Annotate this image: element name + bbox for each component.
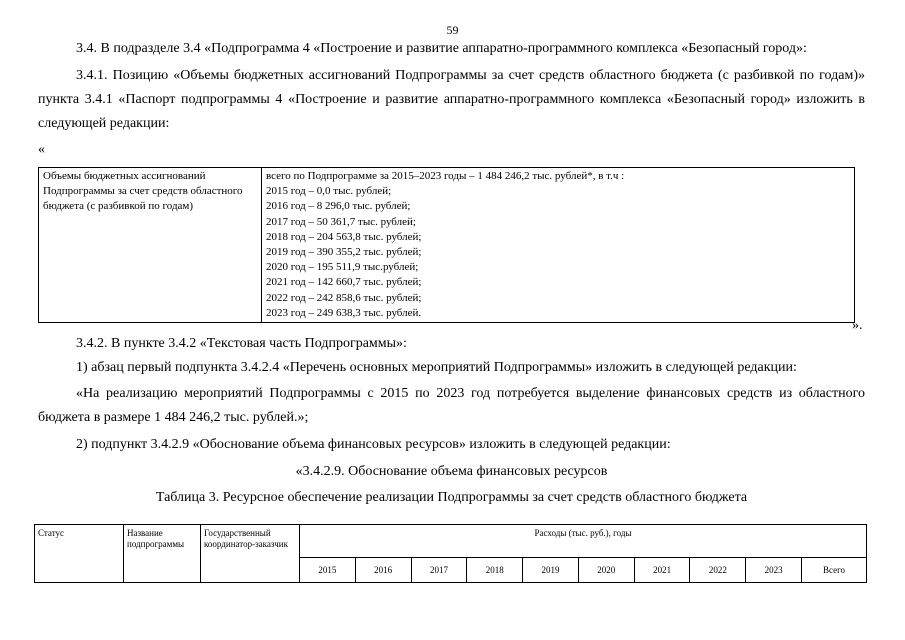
passport-left-cell: Объемы бюджетных ассигнований Подпрограммы за счет средств областного бюджета (с разбивкой по годам) xyxy=(39,168,262,323)
year-header: 2022 xyxy=(690,558,746,583)
total-header: Всего xyxy=(802,558,867,583)
year-header: 2017 xyxy=(411,558,467,583)
table-caption: Таблица 3. Ресурсное обеспечение реализации Подпрограммы за счет средств областного бюджета xyxy=(155,490,748,505)
year-header: 2019 xyxy=(523,558,579,583)
passport-table xyxy=(38,167,855,323)
page-number: 59 xyxy=(446,23,459,37)
paragraph-item-1: 1) абзац первый подпункта 3.4.2.4 «Перечень основных мероприятий Подпрограммы» изложить в следующей редакции: xyxy=(76,360,797,375)
passport-line: 2018 год – 204 563,8 тыс. рублей; xyxy=(266,230,422,243)
passport-line: всего по Подпрограмме за 2015–2023 годы – 1 484 246,2 тыс. рублей*, в т.ч : xyxy=(266,170,625,182)
section-title: «3.4.2.9. Обоснование объема финансовых ресурсов xyxy=(295,464,608,479)
open-quote: « xyxy=(38,142,45,157)
paragraph-3-4-2: 3.4.2. В пункте 3.4.2 «Текстовая часть Подпрограммы»: xyxy=(76,336,407,351)
passport-right-cell xyxy=(262,168,855,323)
passport-line: 2016 год – 8 296,0 тыс. рублей; xyxy=(266,200,411,213)
passport-line: 2021 год – 142 660,7 тыс. рублей; xyxy=(266,276,422,289)
year-header: 2021 xyxy=(634,558,690,583)
paragraph-quote: «На реализацию мероприятий Подпрограммы с 2015 по 2023 год потребуется выделение финансовых средств из областного бюджета в размере 1 484 246,2 тыс. рублей.»; xyxy=(38,386,865,425)
paragraph-3-4: 3.4. В подразделе 3.4 «Подпрограмма 4 «Построение и развитие аппаратно-программного комплекса «Безопасный город»: xyxy=(76,41,807,56)
close-quote: ». xyxy=(852,318,863,333)
passport-line: 2020 год – 195 511,9 тыс.рублей; xyxy=(266,261,419,274)
header-status: Статус xyxy=(35,525,124,583)
header-name: Название подпрограммы xyxy=(124,525,201,583)
paragraph-item-2: 2) подпункт 3.4.2.9 «Обоснование объема финансовых ресурсов» изложить в следующей редакции: xyxy=(76,437,671,452)
year-header: 2023 xyxy=(746,558,802,583)
passport-line: 2022 год – 242 858,6 тыс. рублей; xyxy=(266,291,422,304)
passport-line: 2023 год – 249 638,3 тыс. рублей. xyxy=(266,306,422,319)
paragraph-3-4-1: 3.4.1. Позицию «Объемы бюджетных ассигнований Подпрограммы за счет средств областного бюджета (с разбивкой по годам)» пункта 3.4.1 «Паспорт подпрограммы 4 «Построение и развитие аппаратно-программного комплекса «Безопасный город» изложить в следующей редакции: xyxy=(38,68,865,131)
passport-line: 2019 год – 390 355,2 тыс. рублей; xyxy=(266,246,422,259)
passport-line: 2015 год – 0,0 тыс. рублей; xyxy=(266,185,392,198)
passport-line: 2017 год – 50 361,7 тыс. рублей; xyxy=(266,215,416,228)
header-coordinator: Государственный координатор-заказчик xyxy=(201,525,300,583)
header-expenses: Расходы (тыс. руб.), годы xyxy=(300,525,867,558)
year-header: 2018 xyxy=(467,558,523,583)
year-header: 2015 xyxy=(300,558,356,583)
year-header: 2020 xyxy=(578,558,634,583)
resource-table xyxy=(34,524,867,583)
year-header: 2016 xyxy=(355,558,411,583)
